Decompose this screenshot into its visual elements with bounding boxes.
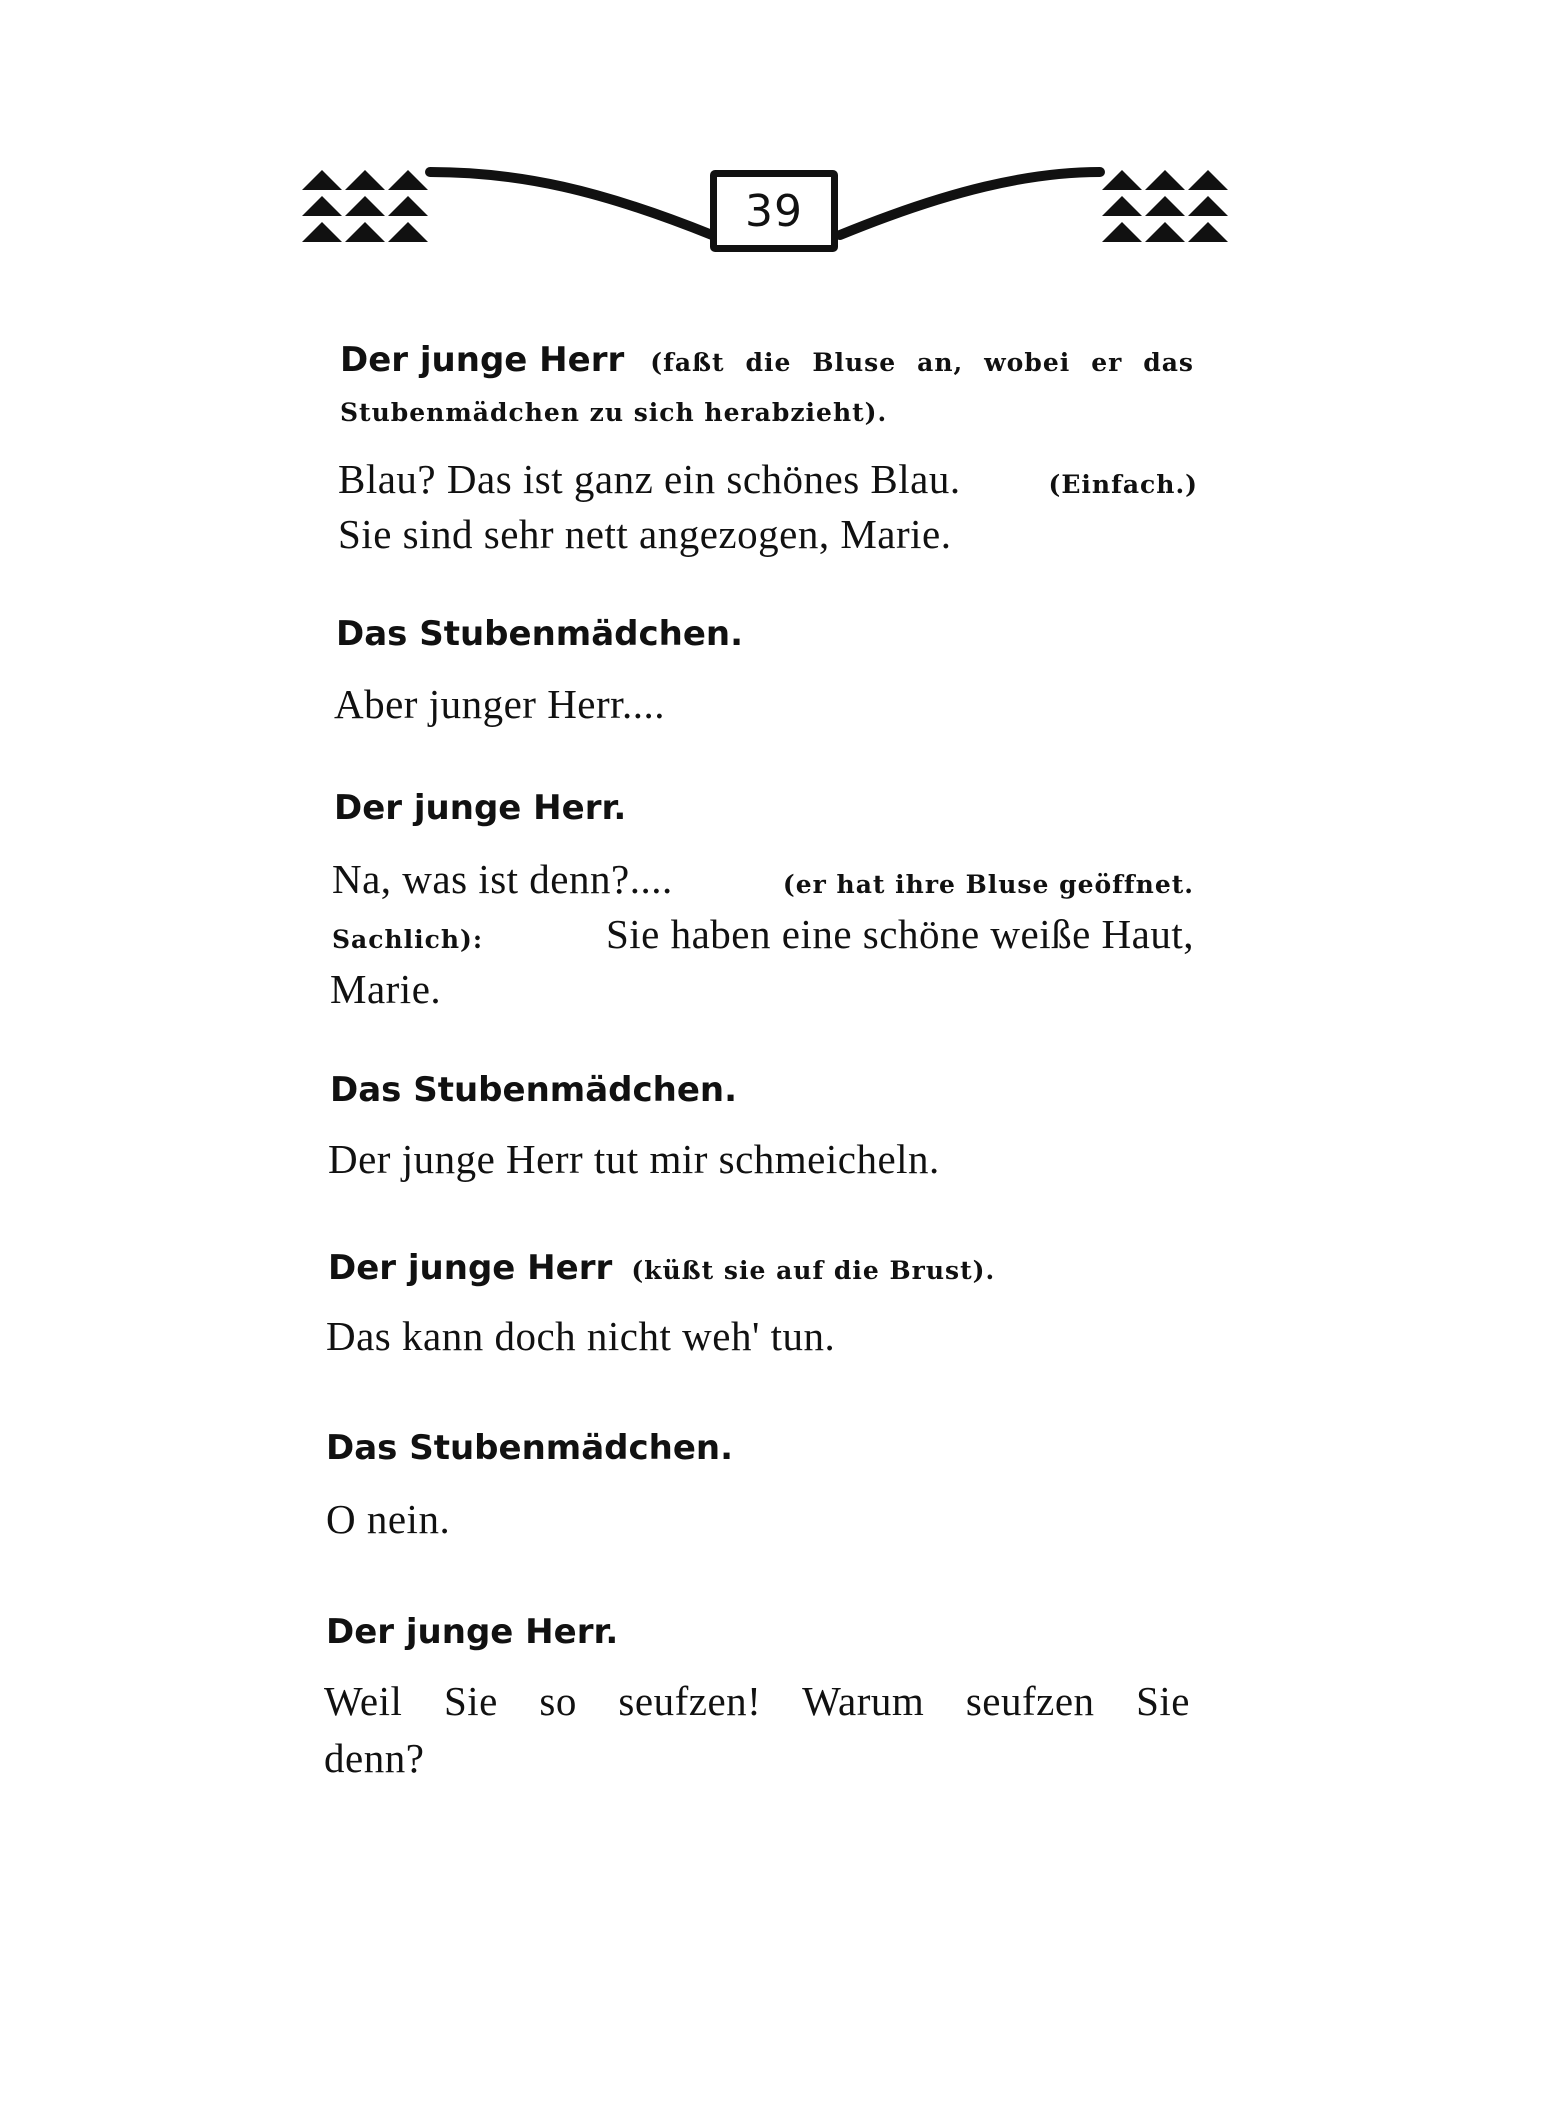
speech-text: Das kann doch nicht weh' tun. — [326, 1313, 836, 1359]
speech-text: Aber junger Herr.... — [334, 681, 666, 727]
speech-text: Der junge Herr tut mir schmeicheln. — [328, 1136, 940, 1182]
stage-direction: (Einfach.) — [1048, 470, 1198, 499]
speaker-name: Das Stubenmädchen. — [326, 1428, 734, 1468]
speech-text: Weil Sie so seufzen! Warum seufzen Sie — [324, 1678, 1190, 1724]
speech-text: Na, was ist denn?.... — [332, 856, 673, 902]
stage-direction: (faßt die Bluse an, wobei er das — [650, 348, 1194, 377]
block-1-speech-line-1 — [338, 455, 1198, 503]
block-1-line-1 — [340, 340, 1194, 380]
speech-text: O nein. — [326, 1496, 451, 1542]
speaker-name: Der junge Herr — [340, 340, 625, 380]
speaker-name: Der junge Herr — [328, 1248, 613, 1288]
speech-text: Blau? Das ist ganz ein schönes Blau. — [338, 456, 961, 502]
block-3-speech-line-1 — [332, 855, 1194, 903]
speaker-name: Der junge Herr. — [334, 788, 627, 828]
block-5-line-1 — [328, 1248, 995, 1288]
speaker-name: Das Stubenmädchen. — [330, 1070, 738, 1110]
speaker-name: Der junge Herr. — [326, 1612, 619, 1652]
speech-text: Marie. — [330, 966, 442, 1012]
speaker-name: Das Stubenmädchen. — [336, 614, 744, 654]
speech-text: Sie haben eine schöne weiße Haut, — [605, 911, 1194, 957]
stage-direction: Stubenmädchen zu sich herabzieht). — [340, 398, 888, 427]
stage-direction: Sachlich): — [332, 925, 484, 954]
stage-direction: (er hat ihre Bluse geöffnet. — [782, 870, 1194, 899]
block-3-speech-line-2 — [332, 910, 1194, 958]
speech-text: denn? — [324, 1735, 425, 1781]
stage-direction: (küßt sie auf die Brust). — [631, 1256, 996, 1285]
page-number: 39 — [745, 185, 803, 237]
speech-text: Sie sind sehr nett angezogen, Marie. — [338, 511, 952, 557]
